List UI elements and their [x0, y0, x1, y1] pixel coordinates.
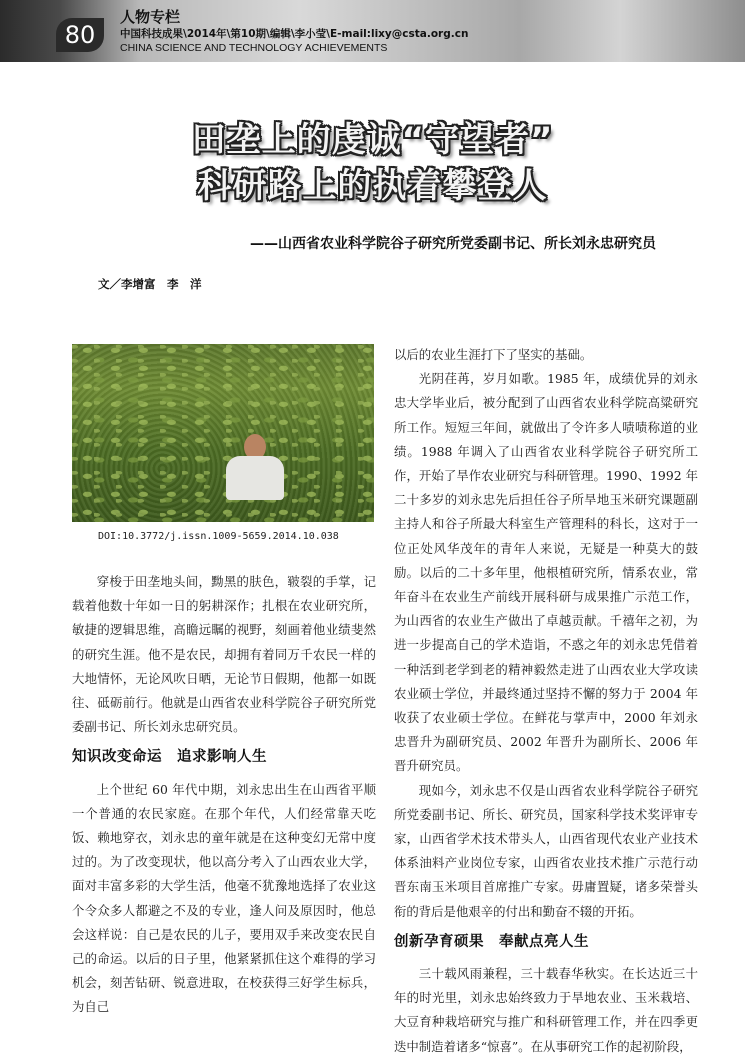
byline: 文／李增富 李 洋: [98, 277, 202, 291]
article-subtitle: ——山西省农业科学院谷子研究所党委副书记、所长刘永忠研究员: [250, 236, 656, 252]
article-title-line2: 科研路上的执着攀登人: [197, 166, 548, 206]
person-shirt: [226, 456, 284, 500]
doi-caption: DOI:10.3772/j.issn.1009-5659.2014.10.038: [98, 531, 339, 542]
continued-paragraph: 以后的农业生涯打下了坚实的基础。: [394, 347, 593, 362]
page-header: [0, 0, 745, 62]
body-paragraph: 三十载风雨兼程，三十载春华秋实。在长达近三十年的时光里，刘永忠始终致力于旱地农业、玉米栽培、大豆育种栽培研究与推广和科研管理工作，并在四季更迭中制造着诸多“惊喜”。在从事研究工作的起初阶段，: [394, 966, 698, 1054]
journal-english-name: CHINA SCIENCE AND TECHNOLOGY ACHIEVEMENTS: [120, 42, 388, 54]
left-column: [72, 570, 376, 1020]
section-heading-2: 创新孕育硕果 奉献点亮人生: [394, 933, 589, 950]
right-column: [394, 343, 698, 1059]
journal-info: 中国科技成果\2014年\第10期\编辑\李小莹\E-mail:lixy@csta.org.cn: [120, 28, 469, 40]
body-paragraph: 上个世纪 60 年代中期，刘永忠出生在山西省平顺一个普通的农民家庭。在那个年代，人们经常靠天吃饭、赖地穿衣，刘永忠的童年就是在这种变幻无常中度过的。为了改变现状，他以高分考入了山西农业大学，面对丰富多彩的大学生活，他毫不犹豫地选择了农业这个令众多人都避之不及的专业，逢人问及原因时，他总会这样说：自己是农民的儿子，要用双手来改变农民自己的命运。以后的日子里，他紧紧抓住这个难得的学习机会，刻苦钻研、锐意进取，在校获得三好学生标兵，为自己: [72, 781, 376, 1015]
column-label: 人物专栏: [120, 8, 181, 26]
body-paragraph: 现如今，刘永忠不仅是山西省农业科学院谷子研究所党委副书记、所长、研究员，国家科学技术奖评审专家，山西省学术技术带头人，山西省现代农业产业技术体系油料产业岗位专家，山西省农业技术推广示范行动晋东南玉米项目首席推广专家。毋庸置疑，诸多荣誉头衔的背后是他艰辛的付出和勤奋不辍的开拓。: [394, 782, 698, 919]
body-paragraph: 光阴荏苒，岁月如歌。1985 年，成绩优异的刘永忠大学毕业后，被分配到了山西省农业科学院高粱研究所工作。短短三年间，就做出了令许多人啧啧称道的业绩。1988 年调入了山西省农业科学院谷子研究所工作，开始了旱作农业研究与科研管理。1990、1992 年二十多岁的刘永忠先后担任谷子所旱地玉米研究课题副主持人和谷子所最大科室生产管理科的科长，这对于一位正处风华茂年的青年人来说，无疑是一种莫大的鼓励。以后的二十多年里，他根植研究所，情系农业，常年奋斗在农业生产前线开展科研与成果推广示范工作，为山西省的农业生产做出了卓越贡献。千禧年之初，为进一步提高自己的学术造诣，不惑之年的刘永忠凭借着一种活到老学到老的精神毅然走进了山西农业大学攻读农业硕士学位，并最终通过坚持不懈的努力于 2004 年收获了农业硕士学位。在鲜花与掌声中，2000 年刘永忠晋升为副研究员、2002 年晋升为副所长、2006 年晋升研究员。: [394, 371, 698, 774]
crop-foliage: [72, 344, 374, 522]
field-photo: [72, 344, 374, 522]
section-heading-1: 知识改变命运 追求影响人生: [72, 749, 267, 766]
intro-paragraph: 穿梭于田垄地头间，黝黑的肤色，皲裂的手掌，记载着他数十年如一日的躬耕深作；扎根在农业研究所，敏捷的逻辑思维，高瞻远瞩的视野，刻画着他业绩斐然的研究生涯。他不是农民，却拥有着同万千农民一样的大地情怀，无论风吹日晒，无论节日假期，他都一如既往、砥砺前行。他就是山西省农业科学院谷子研究所党委副书记、所长刘永忠研究员。: [72, 574, 376, 735]
article-title-line1: 田垄上的虔诚“守望者”: [191, 120, 554, 160]
page-number: 80: [56, 18, 104, 52]
